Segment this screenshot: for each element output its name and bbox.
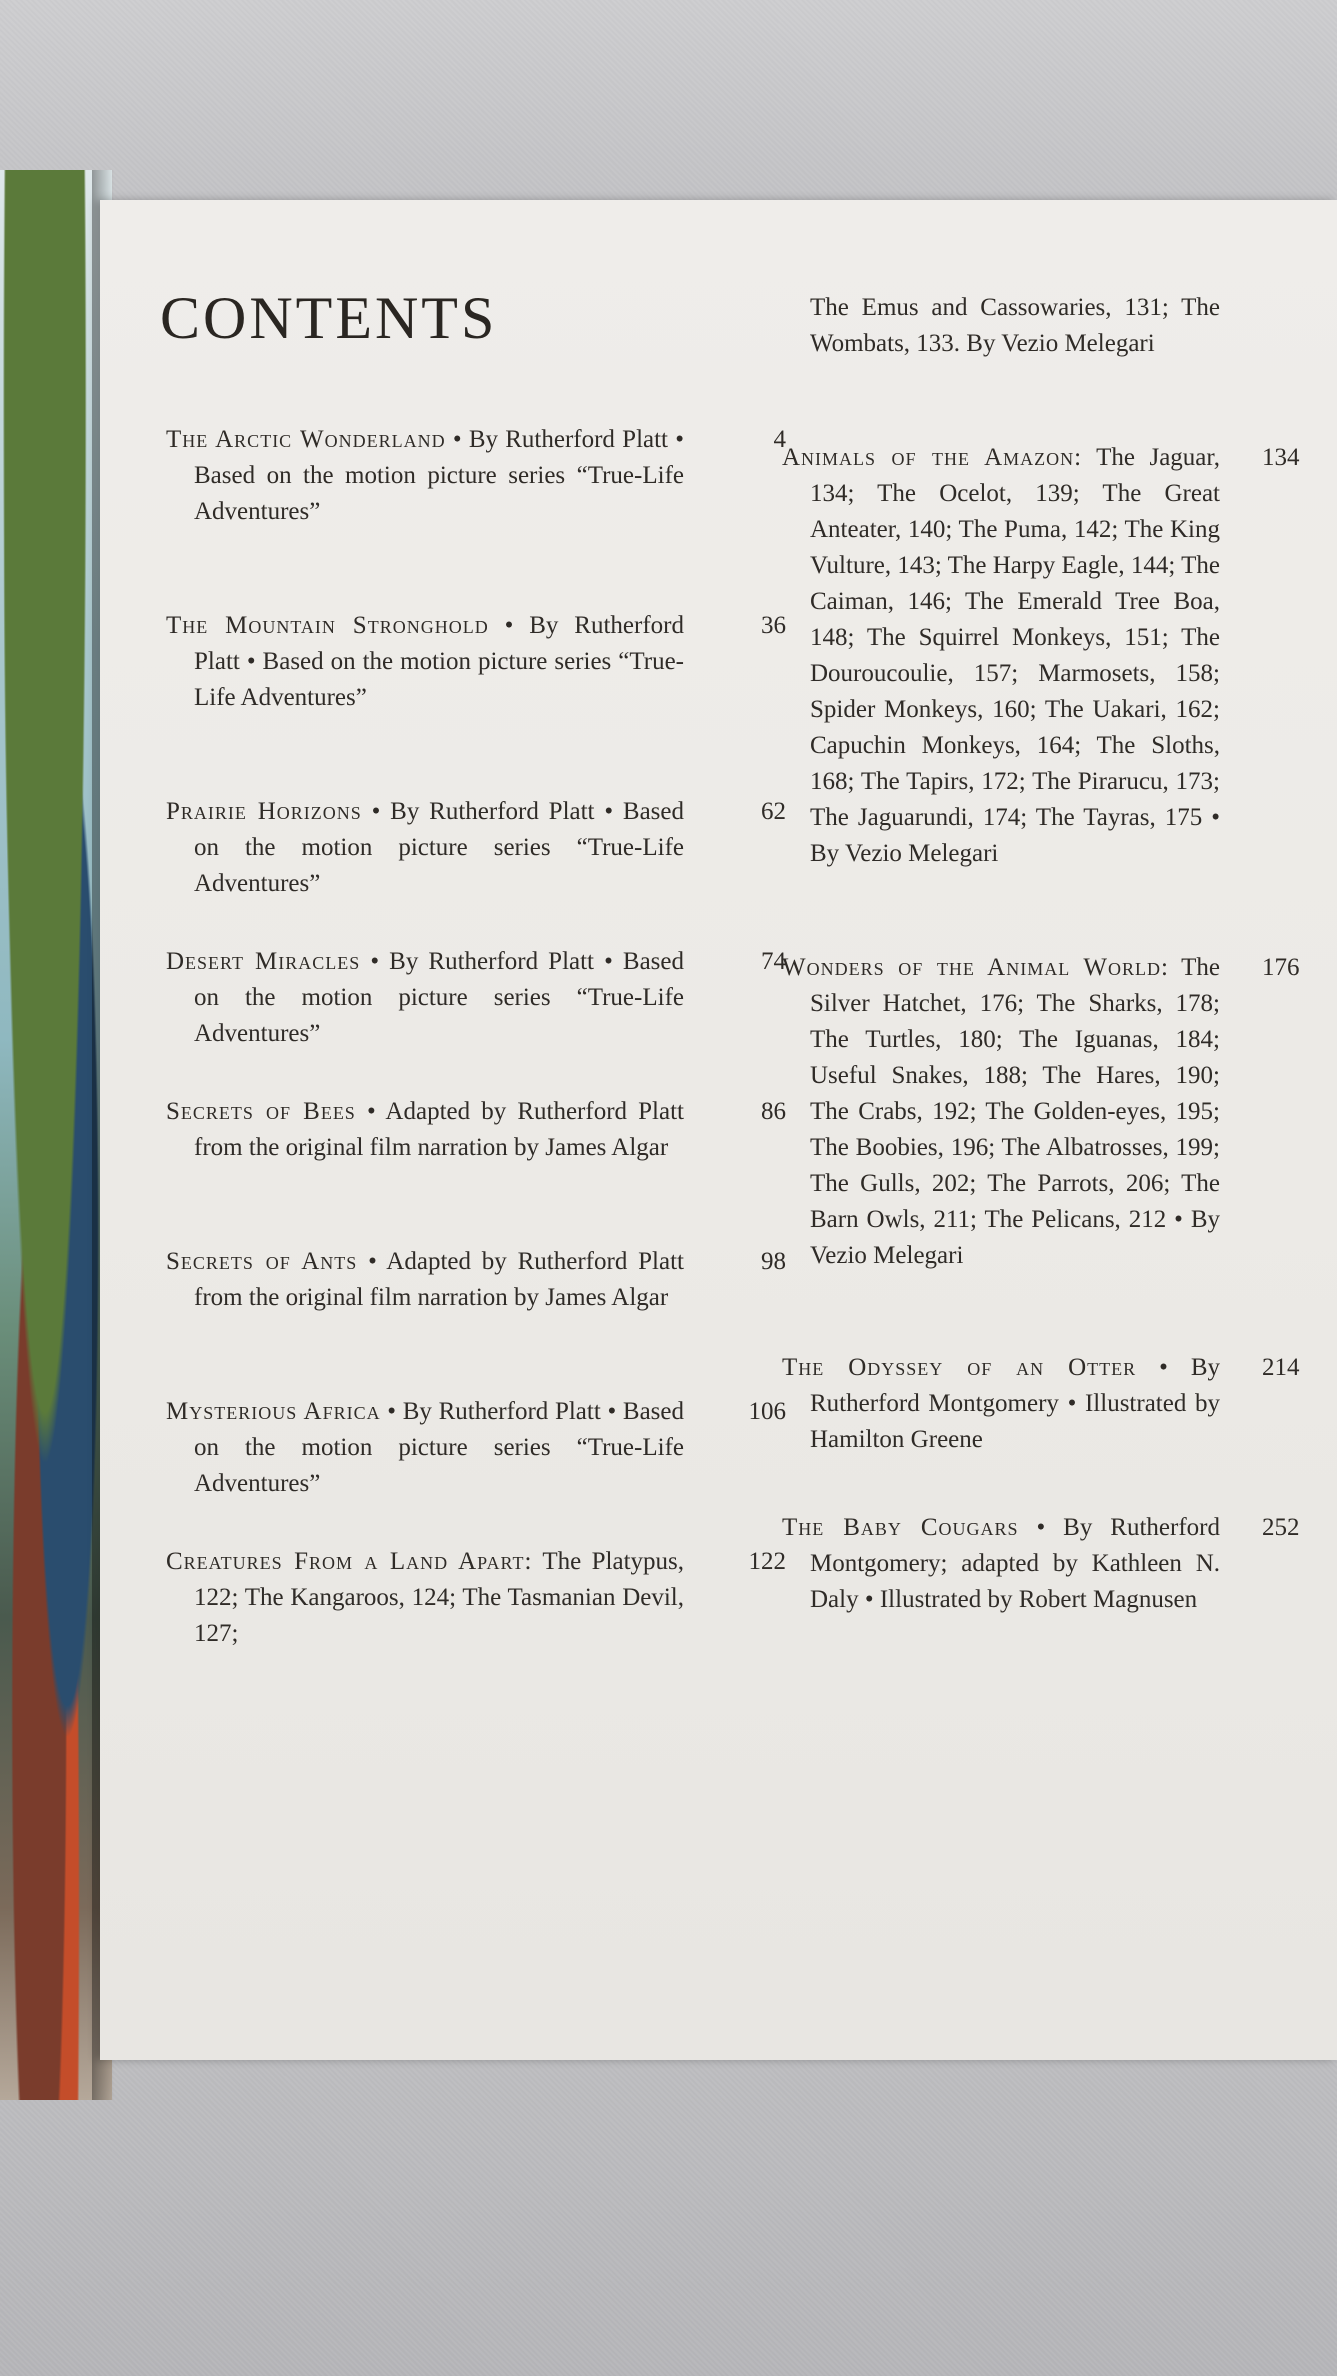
toc-entry-title: The Baby Cougars — [782, 1514, 1019, 1541]
toc-entry-description: • By Rutherford Montgomery • Illustrated by Hamilton Greene — [810, 1354, 1220, 1453]
toc-entry — [782, 1350, 1337, 1458]
toc-entry-text — [166, 1394, 684, 1502]
background-fabric-bottom — [0, 2060, 1337, 2376]
toc-entry-description: • By Rutherford Platt • Based on the motion picture series “True-Life Adventures” — [194, 798, 684, 897]
toc-entry-text — [782, 1510, 1220, 1618]
toc-page-number: 252 — [1262, 1514, 1300, 1541]
toc-entry — [782, 1510, 1337, 1618]
toc-page-number: 98 — [761, 1248, 786, 1275]
toc-page-number: 86 — [761, 1098, 786, 1125]
toc-page-number: 134 — [1262, 444, 1300, 471]
toc-entry — [782, 950, 1337, 1274]
toc-entry — [166, 1394, 796, 1502]
toc-entry-description: • Adapted by Rutherford Platt from the original film narration by James Algar — [194, 1098, 684, 1161]
toc-entry-text — [166, 794, 684, 902]
toc-page-number: 176 — [1262, 954, 1300, 981]
toc-entry-description: The Silver Hatchet, 176; The Sharks, 178; The Turtles, 180; The Iguanas, 184; Useful Snakes, 188; The Hares, 190; The Crabs, 192; The Golden-eyes, 195; The Boobies, 196; The Albatrosses, 199; The Gulls, 202; The Parrots, 206; The Barn Owls, 211; The Pelicans, 212 • By Vezio Melegari — [810, 954, 1220, 1269]
toc-entry-description: • By Rutherford Platt • Based on the motion picture series “True-Life Adventures” — [194, 426, 684, 525]
toc-entry-title: The Arctic Wonderland — [166, 426, 446, 453]
toc-entry-description: • By Rutherford Montgomery; adapted by Kathleen N. Daly • Illustrated by Robert Magnusen — [810, 1514, 1220, 1613]
toc-entry — [166, 1544, 796, 1652]
toc-entry — [782, 440, 1337, 872]
toc-entry-title: Animals of the Amazon: — [782, 444, 1083, 471]
toc-page-number: 74 — [761, 948, 786, 975]
toc-entry — [166, 1094, 796, 1166]
toc-entry-text — [166, 944, 684, 1052]
toc-page-number: 36 — [761, 612, 786, 639]
toc-entry-title: Desert Miracles — [166, 948, 361, 975]
toc-entry — [166, 608, 796, 716]
toc-entry-text: The Emus and Cassowaries, 131; The Wombats, 133. By Vezio Melegari — [810, 294, 1220, 357]
contents-page — [100, 200, 1337, 2060]
toc-entry — [166, 1244, 796, 1316]
toc-entry-title: Mysterious Africa — [166, 1398, 381, 1425]
toc-entry-title: Secrets of Bees — [166, 1098, 356, 1125]
toc-entry-text — [166, 422, 684, 530]
toc-entry-title: Prairie Horizons — [166, 798, 362, 825]
toc-entry-title: Wonders of the Animal World: — [782, 954, 1169, 981]
toc-entry-description: • Adapted by Rutherford Platt from the original film narration by James Algar — [194, 1248, 684, 1311]
toc-page-number: 122 — [748, 1548, 786, 1575]
toc-entry-title: The Odyssey of an Otter — [782, 1354, 1137, 1381]
toc-entry-text — [166, 608, 684, 716]
toc-entry-text — [166, 1244, 684, 1316]
toc-entry-title: The Mountain Stronghold — [166, 612, 489, 639]
toc-entry-text — [166, 1544, 684, 1652]
toc-page-number: 62 — [761, 798, 786, 825]
toc-entry-text — [782, 440, 1220, 872]
toc-page-number: 214 — [1262, 1354, 1300, 1381]
toc-entry-text — [782, 950, 1220, 1274]
toc-entry-description: The Jaguar, 134; The Ocelot, 139; The Great Anteater, 140; The Puma, 142; The King Vulture, 143; The Harpy Eagle, 144; The Caiman, 146; The Emerald Tree Boa, 148; The Squirrel Monkeys, 151; The Douroucoulie, 157; Marmosets, 158; Spider Monkeys, 160; The Uakari, 162; Capuchin Monkeys, 164; The Sloths, 168; The Tapirs, 172; The Pirarucu, 173; The Jaguarundi, 174; The Tayras, 175 • By Vezio Melegari — [810, 444, 1220, 867]
toc-entry-description: • By Rutherford Platt • Based on the motion picture series “True-Life Adventures” — [194, 1398, 684, 1497]
toc-entry — [166, 944, 796, 1052]
toc-page-number: 4 — [773, 426, 786, 453]
toc-page-number: 106 — [748, 1398, 786, 1425]
toc-entry-description: The Platypus, 122; The Kangaroos, 124; The Tasmanian Devil, 127; — [194, 1548, 684, 1647]
toc-entry-text — [782, 1350, 1220, 1458]
toc-entry-description: • By Rutherford Platt • Based on the motion picture series “True-Life Adventures” — [194, 948, 684, 1047]
toc-entry — [166, 422, 796, 530]
toc-entry-description: • By Rutherford Platt • Based on the motion picture series “True-Life Adventures” — [194, 612, 685, 711]
toc-entry-title: Secrets of Ants — [166, 1248, 358, 1275]
background-fabric-top — [0, 0, 1337, 200]
toc-entry-continuation — [782, 290, 1337, 362]
toc-entry — [166, 794, 796, 902]
toc-entry-title: Creatures From a Land Apart: — [166, 1548, 533, 1575]
toc-entry-text — [166, 1094, 684, 1166]
page-title: CONTENTS — [160, 285, 498, 351]
